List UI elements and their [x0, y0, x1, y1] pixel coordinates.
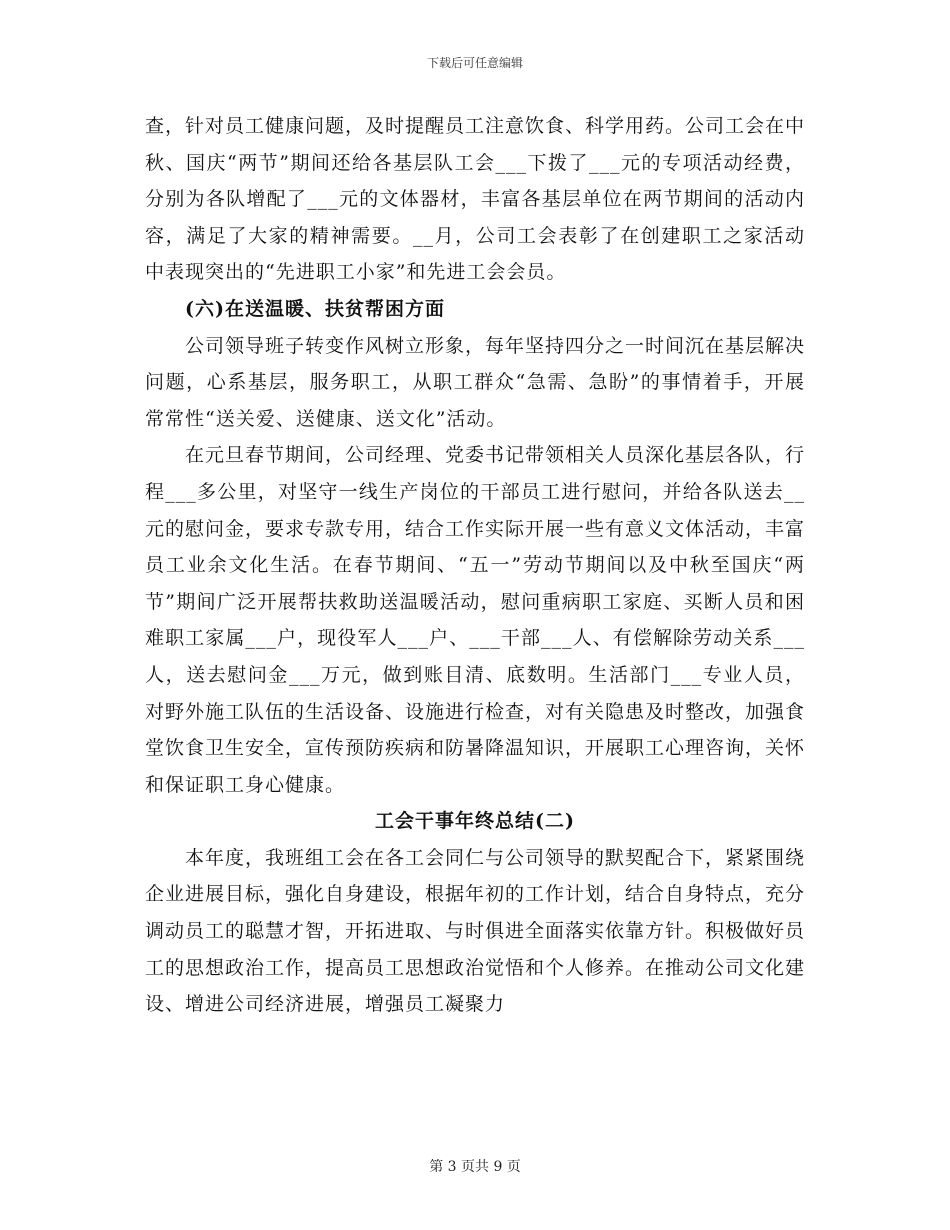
page-header: 下载后可任意编辑: [426, 56, 523, 70]
paragraph-continuation: 查，针对员工健康问题，及时提醒员工注意饮食、科学用药。公司工会在中秋、国庆“两节”期间还给各基层队工会___下拨了___元的专项活动经费，分别为各队增配了___元的文体器材，丰富各基层单位在两节期间的活动内容，满足了大家的精神需要。__月，公司工会表彰了在创建职工之家活动中表现突出的“先进职工小家”和先进工会会员。: [145, 115, 806, 284]
paragraph: 本年度，我班组工会在各工会同仁与公司领导的默契配合下，紧紧围绕企业进展目标，强化自身建设，根据年初的工作计划，结合自身特点，充分调动员工的聪慧才智，开拓进取、与时俱进全面落实依靠方针。积极做好员工的思想政治工作，提高员工思想政治觉悟和个人修养。在推动公司文化建设、增进公司经济进展，增强员工凝聚力: [145, 846, 806, 1016]
section-heading: (六)在送温暖、扶贫帮困方面: [185, 297, 445, 320]
document-title: 工会干事年终总结(二): [375, 810, 575, 833]
document-body: [145, 108, 805, 1023]
page-footer: 第 3 页共 9 页: [429, 1159, 521, 1175]
paragraph: 公司领导班子转变作风树立形象，每年坚持四分之一时间沉在基层解决问题，心系基层，服务职工，从职工群众“急需、急盼”的事情着手，开展常常性“送关爱、送健康、送文化”活动。: [145, 334, 806, 430]
paragraph: 在元旦春节期间，公司经理、党委书记带领相关人员深化基层各队，行程___多公里，对坚守一线生产岗位的干部员工进行慰问，并给各队送去__元的慰问金，要求专款专用，结合工作实际开展一些有意义文体活动，丰富员工业余文化生活。在春节期间、“五一”劳动节期间以及中秋至国庆“两节”期间广泛开展帮扶救助送温暖活动，慰问重病职工家庭、买断人员和困难职工家属___户，现役军人___户、___干部___人、有偿解除劳动关系___人，送去慰问金___万元，做到账目清、底数明。生活部门___专业人员，对野外施工队伍的生活设备、设施进行检查，对有关隐患及时整改，加强食堂饮食卫生安全，宣传预防疾病和防暑降温知识，开展职工心理咨询，关怀和保证职工身心健康。: [145, 444, 806, 796]
